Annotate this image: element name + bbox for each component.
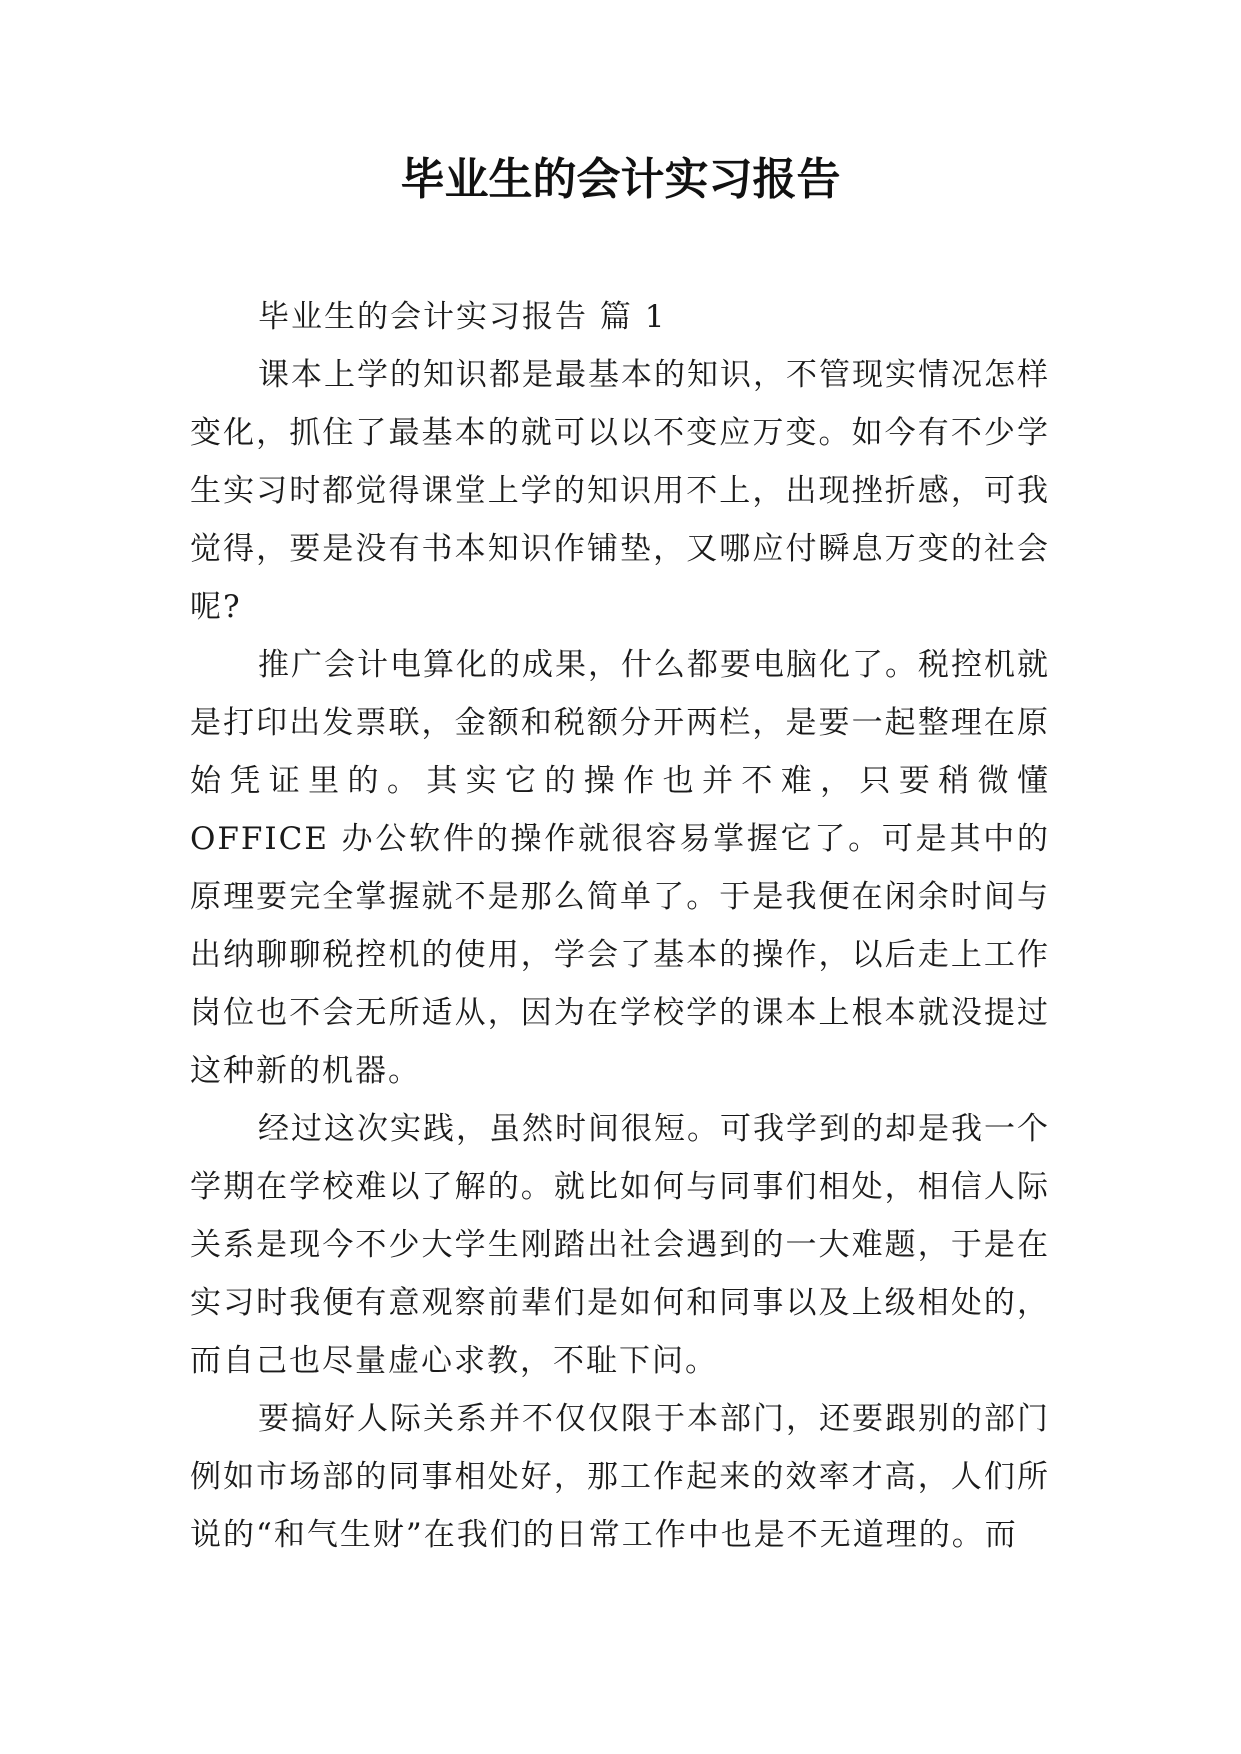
paragraph-3: 经过这次实践，虽然时间很短。可我学到的却是我一个学期在学校难以了解的。就比如何与同事们相处，相信人际关系是现今不少大学生刚踏出社会遇到的一大难题，于是在实习时我便有意观察前辈们是如何和同事以及上级相处的，而自己也尽量虚心求教，不耻下问。 bbox=[190, 1111, 1050, 1379]
document-body bbox=[190, 288, 1050, 1564]
document-title: 毕业生的会计实习报告 bbox=[400, 154, 841, 205]
paragraph-2: 推广会计电算化的成果，什么都要电脑化了。税控机就是打印出发票联，金额和税额分开两栏，是要一起整理在原始凭证里的。其实它的操作也并不难，只要稍微懂 OFFICE 办公软件的操作就很容易掌握它了。可是其中的原理要完全掌握就不是那么简单了。于是我便在闲余时间与出纳聊聊税控机的使用，学会了基本的操作，以后走上工作岗位也不会无所适从，因为在学校学的课本上根本就没提过这种新的机器。 bbox=[190, 647, 1050, 1089]
section-heading: 毕业生的会计实习报告 篇 1 bbox=[258, 299, 667, 335]
paragraph-1: 课本上学的知识都是最基本的知识，不管现实情况怎样变化，抓住了最基本的就可以以不变应万变。如今有不少学生实习时都觉得课堂上学的知识用不上，出现挫折感，可我觉得，要是没有书本知识作铺垫，又哪应付瞬息万变的社会呢? bbox=[190, 357, 1050, 625]
paragraph-4: 要搞好人际关系并不仅仅限于本部门，还要跟别的部门例如市场部的同事相处好，那工作起来的效率才高，人们所说的“和气生财”在我们的日常工作中也是不无道理的。而 bbox=[190, 1401, 1050, 1553]
